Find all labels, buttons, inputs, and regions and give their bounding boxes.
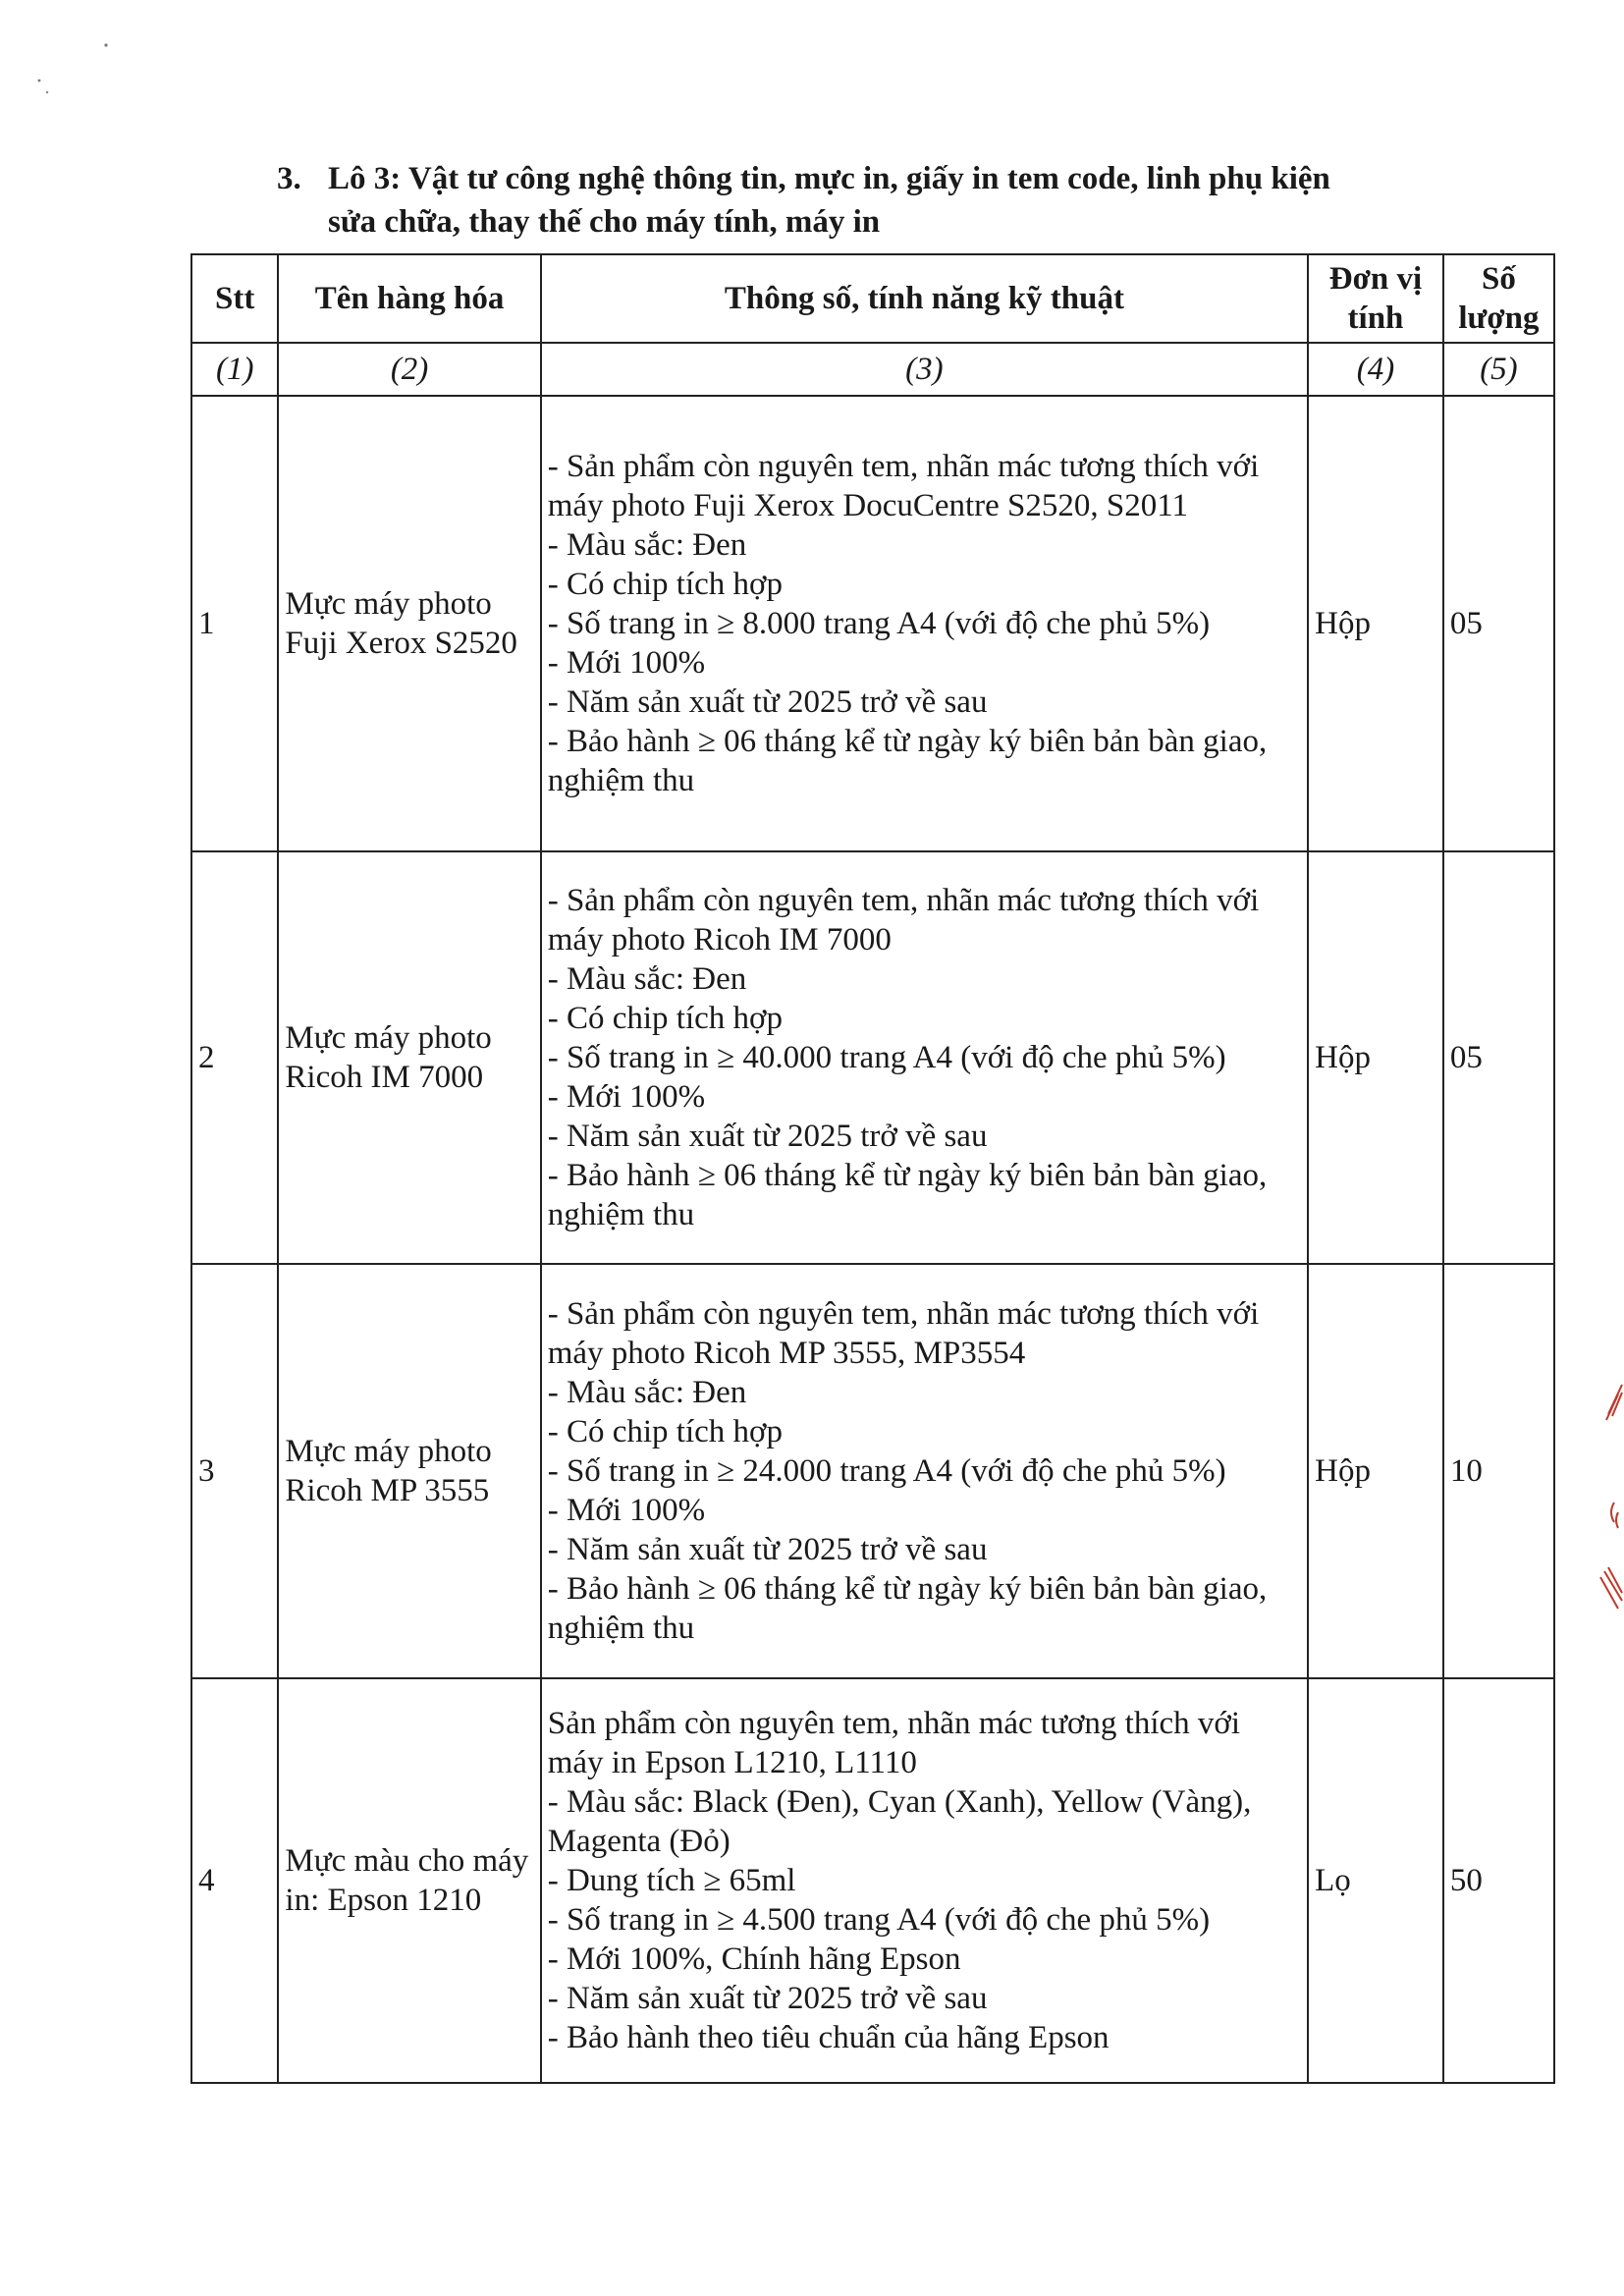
spec-line: - Sản phẩm còn nguyên tem, nhãn mác tương thích với máy photo Fuji Xerox DocuCentre S2520, S2011 xyxy=(547,449,1260,523)
spec-line: - Bảo hành theo tiêu chuẩn của hãng Epson xyxy=(547,2020,1110,2055)
spec-line: - Có chip tích hợp xyxy=(547,567,783,602)
row-spec-list xyxy=(541,396,1308,851)
spec-line: - Số trang in ≥ 8.000 trang A4 (với độ che phủ 5%) xyxy=(547,606,1211,641)
row-stt: 4 xyxy=(191,1678,278,2083)
table-row xyxy=(191,1264,1554,1678)
row-stt: 1 xyxy=(191,396,278,851)
column-index-3: (3) xyxy=(541,343,1308,396)
spec-line: - Bảo hành ≥ 06 tháng kể từ ngày ký biên bản bàn giao, nghiệm thu xyxy=(547,724,1268,798)
spec-line: - Sản phẩm còn nguyên tem, nhãn mác tương thích với máy photo Ricoh IM 7000 xyxy=(547,883,1260,957)
header-quantity: Số lượng xyxy=(1443,254,1554,343)
row-quantity: 05 xyxy=(1443,851,1554,1264)
row-unit: Hộp xyxy=(1308,396,1443,851)
row-unit: Lọ xyxy=(1308,1678,1443,2083)
row-quantity: 50 xyxy=(1443,1678,1554,2083)
spec-line: - Bảo hành ≥ 06 tháng kể từ ngày ký biên bản bàn giao, nghiệm thu xyxy=(547,1158,1268,1232)
row-quantity: 05 xyxy=(1443,396,1554,851)
spec-line: - Năm sản xuất từ 2025 trở về sau xyxy=(547,684,988,720)
spec-line: - Số trang in ≥ 40.000 trang A4 (với độ che phủ 5%) xyxy=(547,1040,1226,1075)
specification-table xyxy=(190,253,1555,2084)
spec-line: - Năm sản xuất từ 2025 trở về sau xyxy=(547,1981,988,2016)
row-product-name: Mực máy photo Ricoh IM 7000 xyxy=(278,851,540,1264)
column-index-5: (5) xyxy=(1443,343,1554,396)
table-row xyxy=(191,851,1554,1264)
spec-line: - Có chip tích hợp xyxy=(547,1001,783,1036)
row-product-name: Mực máy photo Fuji Xerox S2520 xyxy=(278,396,540,851)
spec-line: - Mới 100% xyxy=(547,1079,706,1115)
row-spec-list xyxy=(541,1678,1308,2083)
row-unit: Hộp xyxy=(1308,1264,1443,1678)
table-row xyxy=(191,1678,1554,2083)
section-number: 3. xyxy=(277,161,301,196)
spec-line: - Màu sắc: Black (Đen), Cyan (Xanh), Yellow (Vàng), Magenta (Đỏ) xyxy=(547,1784,1252,1859)
row-unit: Hộp xyxy=(1308,851,1443,1264)
spec-line: - Mới 100% xyxy=(547,1493,706,1528)
row-product-name: Mực máy photo Ricoh MP 3555 xyxy=(278,1264,540,1678)
header-technical-specs: Thông số, tính năng kỹ thuật xyxy=(541,254,1308,343)
spec-line: - Màu sắc: Đen xyxy=(547,961,747,997)
header-product-name: Tên hàng hóa xyxy=(278,254,540,343)
column-index-4: (4) xyxy=(1308,343,1443,396)
header-stt: Stt xyxy=(191,254,278,343)
spec-line: - Bảo hành ≥ 06 tháng kể từ ngày ký biên bản bàn giao, nghiệm thu xyxy=(547,1571,1268,1646)
spec-line: - Số trang in ≥ 4.500 trang A4 (với độ che phủ 5%) xyxy=(547,1902,1211,1938)
section-title-line-2: sửa chữa, thay thế cho máy tính, máy in xyxy=(328,204,881,240)
column-index-2: (2) xyxy=(278,343,540,396)
section-title-line-1: Lô 3: Vật tư công nghệ thông tin, mực in, giấy in tem code, linh phụ kiện xyxy=(328,161,1330,196)
section-heading xyxy=(277,157,1455,244)
spec-line: - Năm sản xuất từ 2025 trở về sau xyxy=(547,1119,988,1154)
spec-line: - Có chip tích hợp xyxy=(547,1414,783,1449)
header-unit: Đơn vị tính xyxy=(1308,254,1443,343)
row-quantity: 10 xyxy=(1443,1264,1554,1678)
table-row xyxy=(191,396,1554,851)
spec-line: - Năm sản xuất từ 2025 trở về sau xyxy=(547,1532,988,1567)
column-index-1: (1) xyxy=(191,343,278,396)
spec-line: - Màu sắc: Đen xyxy=(547,1375,747,1410)
spec-line: - Sản phẩm còn nguyên tem, nhãn mác tương thích với máy photo Ricoh MP 3555, MP3554 xyxy=(547,1296,1260,1371)
red-stamp-edge-marks xyxy=(1579,1375,1624,1630)
header-row xyxy=(191,254,1554,343)
scan-noise-marks xyxy=(29,39,118,98)
spec-line: - Số trang in ≥ 24.000 trang A4 (với độ che phủ 5%) xyxy=(547,1453,1226,1489)
row-product-name: Mực màu cho máy in: Epson 1210 xyxy=(278,1678,540,2083)
spec-line: - Mới 100%, Chính hãng Epson xyxy=(547,1941,961,1977)
row-stt: 3 xyxy=(191,1264,278,1678)
row-stt: 2 xyxy=(191,851,278,1264)
spec-line: - Dung tích ≥ 65ml xyxy=(547,1863,796,1898)
spec-line: - Màu sắc: Đen xyxy=(547,527,747,563)
row-spec-list xyxy=(541,1264,1308,1678)
spec-line: - Mới 100% xyxy=(547,645,706,681)
column-index-row xyxy=(191,343,1554,396)
spec-line: Sản phẩm còn nguyên tem, nhãn mác tương thích với máy in Epson L1210, L1110 xyxy=(547,1706,1241,1780)
row-spec-list xyxy=(541,851,1308,1264)
